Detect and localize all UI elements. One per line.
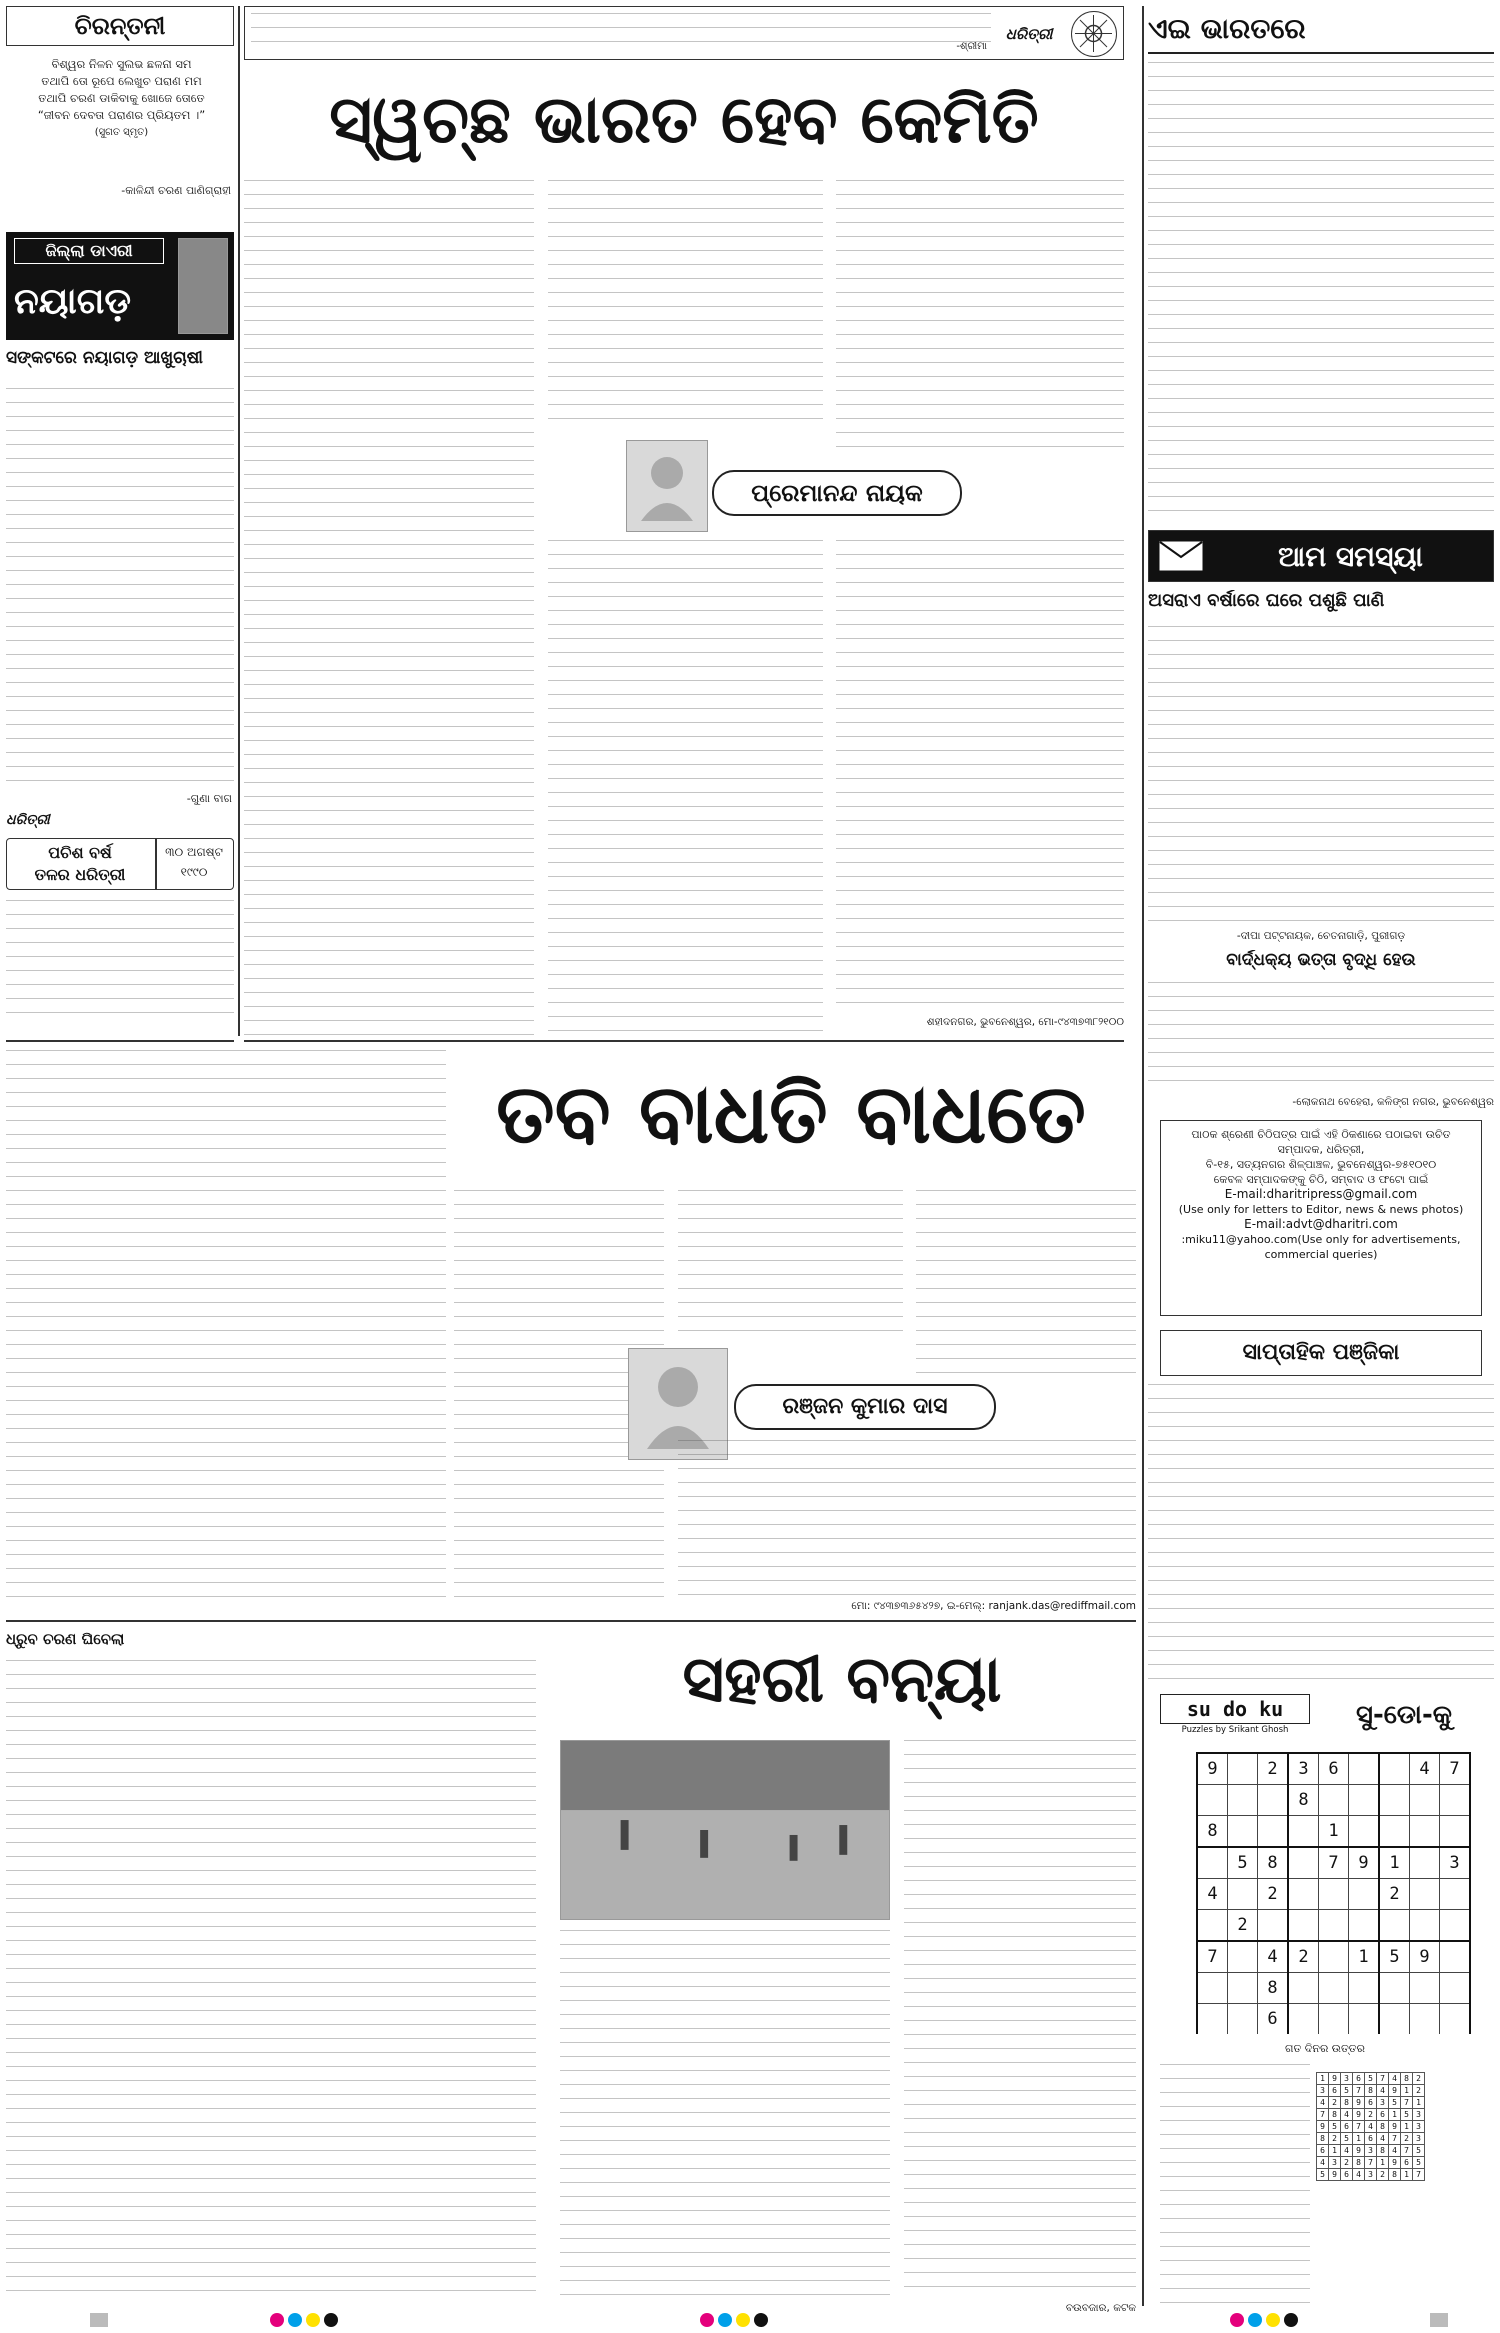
solution-cell: 6 bbox=[1377, 2109, 1389, 2121]
logo-small: ଧରିତ୍ରୀ bbox=[6, 812, 50, 828]
solution-cell: 3 bbox=[1413, 2133, 1425, 2145]
solution-cell: 7 bbox=[1413, 2169, 1425, 2181]
sudoku-cell[interactable] bbox=[1258, 1785, 1289, 1816]
article3-col1 bbox=[6, 1660, 536, 2300]
sudoku-cell[interactable] bbox=[1197, 1973, 1228, 2004]
sudoku-brand-sub: Puzzles by Srikant Ghosh bbox=[1181, 1725, 1289, 1735]
solution-cell: 8 bbox=[1329, 2109, 1341, 2121]
samasya-banner bbox=[1148, 530, 1494, 582]
sudoku-cell[interactable] bbox=[1410, 1847, 1440, 1879]
solution-cell: 2 bbox=[1365, 2109, 1377, 2121]
sudoku-cell[interactable]: 1 bbox=[1319, 1816, 1349, 1848]
temple-photo bbox=[178, 238, 228, 334]
sudoku-cell[interactable] bbox=[1349, 2004, 1380, 2035]
quote-attribution: -ଶ୍ରୀମା bbox=[956, 41, 987, 52]
solution-cell: 4 bbox=[1377, 2085, 1389, 2097]
poem-author: -କାଳିନ୍ଦୀ ଚରଣ ପାଣିଗ୍ରାହୀ bbox=[121, 184, 231, 197]
sudoku-cell[interactable]: 2 bbox=[1288, 1941, 1319, 1973]
solution-cell: 7 bbox=[1389, 2133, 1401, 2145]
solution-cell: 8 bbox=[1401, 2073, 1413, 2085]
solution-cell: 5 bbox=[1401, 2109, 1413, 2121]
sudoku-cell[interactable] bbox=[1288, 1910, 1319, 1942]
sudoku-solution-wrap bbox=[1316, 2072, 1486, 2242]
sudoku-cell[interactable] bbox=[1379, 2004, 1410, 2035]
solution-cell: 8 bbox=[1341, 2097, 1353, 2109]
solution-cell: 4 bbox=[1317, 2097, 1329, 2109]
sudoku-cell[interactable]: 8 bbox=[1258, 1973, 1289, 2004]
chirantani-box bbox=[6, 6, 234, 226]
solution-cell: 9 bbox=[1353, 2097, 1365, 2109]
sudoku-cell[interactable] bbox=[1410, 1785, 1440, 1816]
article1-headline: ସ୍ୱଚ୍ଛ ଭାରତ ହେବ କେମିତି bbox=[329, 81, 1039, 158]
sudoku-cell[interactable] bbox=[1319, 2004, 1349, 2035]
sudoku-cell[interactable] bbox=[1410, 1879, 1440, 1910]
allowance-byline: -ଲୋକନାଥ ବେହେରା, କଳିଙ୍ଗ ନଗର, ଭୁବନେଶ୍ୱର bbox=[1292, 1096, 1494, 1108]
sudoku-cell[interactable] bbox=[1319, 1785, 1349, 1816]
sudoku-cell[interactable]: 8 bbox=[1288, 1785, 1319, 1816]
solution-cell: 9 bbox=[1353, 2109, 1365, 2121]
logo-medium: ଧରିତ୍ରୀ bbox=[1005, 25, 1053, 43]
article1-col3-top bbox=[836, 180, 1124, 460]
contact-box bbox=[1160, 1120, 1482, 1316]
solution-cell: 2 bbox=[1329, 2133, 1341, 2145]
solution-cell: 8 bbox=[1389, 2169, 1401, 2181]
sudoku-cell[interactable] bbox=[1440, 1910, 1471, 1942]
sudoku-cell[interactable] bbox=[1228, 1785, 1258, 1816]
sudoku-cell[interactable] bbox=[1440, 1879, 1471, 1910]
sudoku-cell[interactable] bbox=[1410, 1910, 1440, 1942]
sudoku-brand bbox=[1160, 1694, 1490, 1740]
solution-cell: 2 bbox=[1341, 2157, 1353, 2169]
poem-line: ବିଶ୍ୱର ନିଳନ ସୁଲଭ ଛଳନା ସମ bbox=[51, 57, 192, 71]
sudoku-cell[interactable]: 4 bbox=[1197, 1879, 1228, 1910]
panjika-title: ସାପ୍ତାହିକ ପଞ୍ଜିକା bbox=[1160, 1330, 1482, 1376]
sudoku-cell[interactable] bbox=[1228, 1816, 1258, 1848]
samasya-headline: ଅସରାଏ ବର୍ଷାରେ ଘରେ ପଶୁଛି ପାଣି bbox=[1148, 590, 1385, 611]
sudoku-cell[interactable] bbox=[1349, 1910, 1380, 1942]
solution-cell: 7 bbox=[1353, 2085, 1365, 2097]
sudoku-cell[interactable] bbox=[1288, 1973, 1319, 2004]
solution-cell: 9 bbox=[1317, 2121, 1329, 2133]
solution-cell: 9 bbox=[1329, 2169, 1341, 2181]
sudoku-cell[interactable]: 3 bbox=[1288, 1753, 1319, 1785]
solution-cell: 4 bbox=[1389, 2073, 1401, 2085]
solution-cell: 8 bbox=[1365, 2085, 1377, 2097]
sudoku-cell[interactable] bbox=[1258, 1816, 1289, 1848]
article1-col2-top bbox=[548, 180, 823, 430]
sudoku-cell[interactable] bbox=[1379, 1785, 1410, 1816]
solution-cell: 4 bbox=[1341, 2145, 1353, 2157]
solution-cell: 4 bbox=[1365, 2121, 1377, 2133]
sudoku-cell[interactable] bbox=[1440, 2004, 1471, 2035]
section-title: ଚିରନ୍ତନୀ bbox=[6, 6, 234, 46]
solution-cell: 7 bbox=[1317, 2109, 1329, 2121]
solution-cell: 6 bbox=[1317, 2145, 1329, 2157]
sudoku-cell[interactable]: 5 bbox=[1228, 1847, 1258, 1879]
sudoku-solution bbox=[1316, 2072, 1425, 2181]
sudoku-cell[interactable]: 8 bbox=[1258, 1847, 1289, 1879]
color-marks bbox=[1230, 2313, 1298, 2327]
top-quote-box bbox=[244, 6, 1124, 60]
article3-headline: ସହରୀ ବନ୍ୟା bbox=[682, 1643, 1002, 1717]
twentyfive-years-box bbox=[6, 812, 234, 892]
contact-addr2: ବି-୧୫, ସତ୍ୟନଗର ଶିଳ୍ପାଞ୍ଚଳ, ଭୁବନେଶ୍ୱର-୭୫୧୦୧୦ bbox=[1205, 1158, 1437, 1171]
article2-headline: ତବ ବାଧତି ବାଧତେ bbox=[496, 1067, 1086, 1162]
solution-cell: 6 bbox=[1341, 2169, 1353, 2181]
solution-cell: 4 bbox=[1317, 2157, 1329, 2169]
sudoku-cell[interactable] bbox=[1228, 1879, 1258, 1910]
article2-col3-top bbox=[678, 1190, 903, 1340]
poem-line: “ଜୀବନ ଦେବତା ପରାଣର ପ୍ରିୟତମ ।” bbox=[37, 108, 206, 122]
sudoku-brand-right: ସୁ-ଡୋ-କୁ bbox=[1356, 1700, 1452, 1730]
solution-cell: 4 bbox=[1341, 2109, 1353, 2121]
twentyfive-label-2: ତଳର ଧରିତ୍ରୀ bbox=[34, 865, 126, 884]
solution-cell: 8 bbox=[1377, 2121, 1389, 2133]
solution-cell: 1 bbox=[1353, 2133, 1365, 2145]
sudoku-cell[interactable] bbox=[1349, 1879, 1380, 1910]
solution-cell: 2 bbox=[1413, 2085, 1425, 2097]
twentyfive-label-1: ପଚିଶ ବର୍ଷ bbox=[48, 843, 112, 862]
sudoku-brand-left: su do ku bbox=[1160, 1694, 1310, 1724]
solution-cell: 1 bbox=[1401, 2121, 1413, 2133]
article2-col4-top bbox=[916, 1190, 1136, 1380]
envelope-icon bbox=[1159, 541, 1203, 571]
sudoku-cell[interactable] bbox=[1440, 1816, 1471, 1848]
solution-cell: 9 bbox=[1389, 2121, 1401, 2133]
chakra-icon bbox=[1071, 11, 1117, 57]
allowance-headline: ବାର୍ଦ୍ଧକ୍ୟ ଭତ୍ତା ବୃଦ୍ଧି ହେଉ bbox=[1226, 950, 1416, 970]
solution-cell: 2 bbox=[1377, 2169, 1389, 2181]
solution-cell: 6 bbox=[1341, 2121, 1353, 2133]
right-col-top-text bbox=[1148, 62, 1494, 522]
sudoku-cell[interactable] bbox=[1379, 1910, 1410, 1942]
sudoku-cell[interactable] bbox=[1379, 1753, 1410, 1785]
article1-col1 bbox=[244, 180, 534, 1040]
diary-byline: -ଗୁଣା ବାଗ bbox=[186, 792, 232, 805]
color-marks bbox=[700, 2313, 768, 2327]
solution-cell: 9 bbox=[1389, 2085, 1401, 2097]
samasya-title: ଆମ ସମସ୍ୟା bbox=[1278, 540, 1423, 573]
sudoku-cell[interactable]: 2 bbox=[1228, 1910, 1258, 1942]
solution-cell: 5 bbox=[1317, 2169, 1329, 2181]
sudoku-cell[interactable] bbox=[1288, 2004, 1319, 2035]
poem-line: ତଥାପି ଚରଣ ଡାକିବାକୁ ଖୋଜେ ତୋତେ bbox=[38, 91, 205, 105]
diary-body-text bbox=[6, 388, 234, 788]
solution-cell: 2 bbox=[1329, 2097, 1341, 2109]
sudoku-cell[interactable] bbox=[1228, 1973, 1258, 2004]
contact-email1[interactable]: E-mail:dharitripress@gmail.com bbox=[1224, 1187, 1418, 1201]
solution-cell: 6 bbox=[1353, 2073, 1365, 2085]
flood-photo bbox=[560, 1740, 890, 1920]
solution-cell: 3 bbox=[1413, 2109, 1425, 2121]
solution-cell: 1 bbox=[1329, 2145, 1341, 2157]
solution-cell: 3 bbox=[1377, 2097, 1389, 2109]
solution-cell: 1 bbox=[1377, 2157, 1389, 2169]
contact-addr3: କେବଳ ସମ୍ପାଦକଙ୍କୁ ଚିଠି, ସମ୍ବାଦ ଓ ଫଟୋ ପାଇଁ bbox=[1213, 1173, 1429, 1186]
solution-cell: 3 bbox=[1365, 2145, 1377, 2157]
sudoku-cell[interactable] bbox=[1319, 1941, 1349, 1973]
solution-cell: 7 bbox=[1365, 2157, 1377, 2169]
allowance-body bbox=[1148, 982, 1494, 1092]
sudoku-cell[interactable]: 2 bbox=[1258, 1879, 1289, 1910]
sudoku-cell[interactable] bbox=[1228, 1753, 1258, 1785]
article2-col1 bbox=[6, 1050, 446, 1610]
solution-cell: 6 bbox=[1365, 2133, 1377, 2145]
sudoku-cell[interactable] bbox=[1410, 2004, 1440, 2035]
solution-cell: 4 bbox=[1377, 2133, 1389, 2145]
sudoku-cell[interactable]: 9 bbox=[1197, 1753, 1228, 1785]
samasya-byline: -ଦୀପା ପଟ୍ଟନାୟକ, ଚେତନାଗାଡ଼ି, ପୁରୀଗଡ଼ bbox=[1236, 930, 1406, 942]
solution-cell: 2 bbox=[1413, 2073, 1425, 2085]
solution-cell: 1 bbox=[1401, 2085, 1413, 2097]
sudoku-cell[interactable] bbox=[1228, 2004, 1258, 2035]
sudoku-cell[interactable]: 2 bbox=[1258, 1753, 1289, 1785]
article3-col3 bbox=[904, 1740, 1136, 2300]
solution-cell: 3 bbox=[1317, 2085, 1329, 2097]
sudoku-cell[interactable]: 1 bbox=[1379, 1847, 1410, 1879]
registration-marks bbox=[90, 2313, 108, 2327]
solution-cell: 3 bbox=[1413, 2121, 1425, 2133]
sudoku-cell[interactable] bbox=[1410, 1973, 1440, 2004]
solution-cell: 3 bbox=[1329, 2157, 1341, 2169]
sudoku-cell[interactable] bbox=[1197, 1785, 1228, 1816]
twentyfive-years-frame bbox=[6, 838, 234, 890]
quote-text bbox=[251, 13, 991, 55]
contact-email1-note: (Use only for letters to Editor, news & news photos) bbox=[1178, 1203, 1464, 1216]
solution-cell: 6 bbox=[1329, 2085, 1341, 2097]
sudoku-cell[interactable]: 5 bbox=[1379, 1941, 1410, 1973]
sudoku-cell[interactable] bbox=[1440, 1785, 1471, 1816]
solution-cell: 2 bbox=[1401, 2133, 1413, 2145]
solution-cell: 7 bbox=[1401, 2097, 1413, 2109]
solution-cell: 5 bbox=[1365, 2073, 1377, 2085]
article1-footer: ଶହୀଦନଗର, ଭୁବନେଶ୍ୱର, ମୋ-୯୪୩୭୩୮୨୧୦୦ bbox=[926, 1016, 1124, 1028]
article3-footer: ବଉବଜାର, କଟକ bbox=[1065, 2302, 1136, 2314]
solution-cell: 3 bbox=[1341, 2073, 1353, 2085]
sudoku-cell[interactable]: 8 bbox=[1197, 1816, 1228, 1848]
sudoku-cell[interactable] bbox=[1349, 1973, 1380, 2004]
solution-cell: 8 bbox=[1317, 2133, 1329, 2145]
solution-cell: 8 bbox=[1353, 2157, 1365, 2169]
solution-cell: 7 bbox=[1353, 2121, 1365, 2133]
sudoku-cell[interactable]: 3 bbox=[1440, 1847, 1471, 1879]
district-name: ନୟାଗଡ଼ bbox=[14, 281, 132, 322]
sudoku-cell[interactable] bbox=[1258, 1910, 1289, 1942]
sudoku-answer-caption: ଗତ ଦିନର ଉତ୍ତର bbox=[1285, 2042, 1365, 2055]
sudoku-cell[interactable] bbox=[1349, 1753, 1380, 1785]
solution-cell: 5 bbox=[1341, 2085, 1353, 2097]
panjika-body bbox=[1148, 1384, 1494, 1684]
solution-cell: 5 bbox=[1341, 2133, 1353, 2145]
solution-cell: 6 bbox=[1365, 2097, 1377, 2109]
author2-name: ରଞ୍ଜନ କୁମାର ଦାସ bbox=[734, 1384, 996, 1430]
sudoku-cell[interactable] bbox=[1288, 1879, 1319, 1910]
solution-cell: 4 bbox=[1389, 2145, 1401, 2157]
poem-source: (ସୁଗତ ସ୍ମୃତ) bbox=[94, 127, 149, 138]
sudoku-cell[interactable] bbox=[1319, 1879, 1349, 1910]
sudoku-grid[interactable] bbox=[1196, 1752, 1471, 2034]
solution-cell: 4 bbox=[1353, 2169, 1365, 2181]
contact-addr1: ସମ୍ପାଦକ, ଧରିତ୍ରୀ, bbox=[1277, 1143, 1365, 1156]
author1-photo bbox=[626, 440, 708, 532]
sudoku-cell[interactable]: 7 bbox=[1197, 1941, 1228, 1973]
contact-intro: ପାଠକ ଶ୍ରେଣୀ ଚିଠିପତ୍ର ପାଇଁ ଏହି ଠିକଣାରେ ପଠାଇବା ଉଚିତ bbox=[1191, 1128, 1451, 1141]
sudoku-cell[interactable] bbox=[1288, 1847, 1319, 1879]
poem bbox=[14, 56, 229, 176]
solution-cell: 5 bbox=[1389, 2097, 1401, 2109]
sudoku-cell[interactable]: 1 bbox=[1349, 1941, 1380, 1973]
diary-headline: ସଙ୍କଟରେ ନୟାଗଡ଼ ଆଖୁଚାଷୀ bbox=[6, 348, 203, 368]
twentyfive-body-text bbox=[6, 900, 234, 1026]
sudoku-instructions bbox=[1160, 2064, 1310, 2304]
article3-col2 bbox=[560, 1930, 890, 2300]
samasya-body bbox=[1148, 626, 1494, 926]
solution-cell: 3 bbox=[1365, 2169, 1377, 2181]
article2-col-bottom bbox=[678, 1440, 1136, 1600]
sudoku-cell[interactable] bbox=[1349, 1816, 1380, 1848]
solution-cell: 5 bbox=[1329, 2121, 1341, 2133]
sudoku-cell[interactable]: 2 bbox=[1379, 1879, 1410, 1910]
solution-cell: 9 bbox=[1329, 2073, 1341, 2085]
registration-marks bbox=[1430, 2313, 1448, 2327]
sudoku-cell[interactable]: 7 bbox=[1319, 1847, 1349, 1879]
solution-cell: 8 bbox=[1377, 2145, 1389, 2157]
poem-line: ତଥାପି ତୋ ରୂପେ ଲେଖୁଚ ପରାଣ ମମ bbox=[41, 74, 202, 88]
sudoku-cell[interactable] bbox=[1410, 1816, 1440, 1848]
sudoku-cell[interactable] bbox=[1319, 1910, 1349, 1942]
district-diary-banner bbox=[6, 232, 234, 340]
right-masthead bbox=[1148, 6, 1494, 54]
sudoku-cell[interactable] bbox=[1440, 1973, 1471, 2004]
sudoku-cell[interactable]: 4 bbox=[1258, 1941, 1289, 1973]
sudoku-cell[interactable] bbox=[1197, 1910, 1228, 1942]
sudoku-cell[interactable] bbox=[1228, 1941, 1258, 1973]
sudoku-grid-wrap bbox=[1196, 1752, 1476, 2034]
solution-cell: 5 bbox=[1413, 2157, 1425, 2169]
sudoku-cell[interactable] bbox=[1379, 1816, 1410, 1848]
contact-email2[interactable]: E-mail:advt@dharitri.com bbox=[1244, 1217, 1398, 1231]
sudoku-cell[interactable] bbox=[1288, 1816, 1319, 1848]
sudoku-cell[interactable]: 7 bbox=[1440, 1753, 1471, 1785]
author1-name: ପ୍ରେମାନନ୍ଦ ନାୟକ bbox=[712, 470, 962, 516]
twentyfive-date-1: ୩୦ ଅଗଷ୍ଟ bbox=[165, 845, 223, 859]
solution-cell: 9 bbox=[1353, 2145, 1365, 2157]
sudoku-cell[interactable] bbox=[1440, 1941, 1471, 1973]
sudoku-cell[interactable] bbox=[1349, 1785, 1380, 1816]
article3-section: ଧ୍ରୁବ ଚରଣ ଘିବେଲା bbox=[6, 1630, 125, 1648]
article1-col2-bottom bbox=[548, 540, 823, 1040]
sudoku-cell[interactable] bbox=[1319, 1973, 1349, 2004]
sudoku-cell[interactable] bbox=[1197, 2004, 1228, 2035]
sudoku-cell[interactable]: 4 bbox=[1410, 1753, 1440, 1785]
sudoku-cell[interactable] bbox=[1197, 1847, 1228, 1879]
color-marks bbox=[270, 2313, 338, 2327]
sudoku-cell[interactable]: 9 bbox=[1410, 1941, 1440, 1973]
contact-email3[interactable]: :miku11@yahoo.com(Use only for advertisements, commercial queries) bbox=[1181, 1233, 1461, 1261]
article1-col3-bottom bbox=[836, 540, 1124, 1010]
sudoku-cell[interactable]: 9 bbox=[1349, 1847, 1380, 1879]
sudoku-cell[interactable]: 6 bbox=[1258, 2004, 1289, 2035]
masthead-title: ଏଇ ଭାରତରେ bbox=[1148, 12, 1306, 45]
sudoku-cell[interactable] bbox=[1379, 1973, 1410, 2004]
twentyfive-date-2: ୧୯୯୦ bbox=[180, 865, 208, 879]
diary-label: ଜିଲ୍ଲା ଡାଏରୀ bbox=[14, 238, 164, 264]
solution-cell: 1 bbox=[1389, 2109, 1401, 2121]
solution-cell: 6 bbox=[1401, 2157, 1413, 2169]
article2-footer: ମୋ: ୯୪୩୭୩୬୫୪୨୭, ଇ-ମେଲ୍: ranjank.das@rediffmail.com bbox=[851, 1600, 1136, 1612]
solution-cell: 1 bbox=[1413, 2097, 1425, 2109]
solution-cell: 1 bbox=[1317, 2073, 1329, 2085]
solution-cell: 7 bbox=[1401, 2145, 1413, 2157]
solution-cell: 5 bbox=[1413, 2145, 1425, 2157]
solution-cell: 1 bbox=[1401, 2169, 1413, 2181]
solution-cell: 7 bbox=[1377, 2073, 1389, 2085]
solution-cell: 9 bbox=[1389, 2157, 1401, 2169]
sudoku-cell[interactable]: 6 bbox=[1319, 1753, 1349, 1785]
